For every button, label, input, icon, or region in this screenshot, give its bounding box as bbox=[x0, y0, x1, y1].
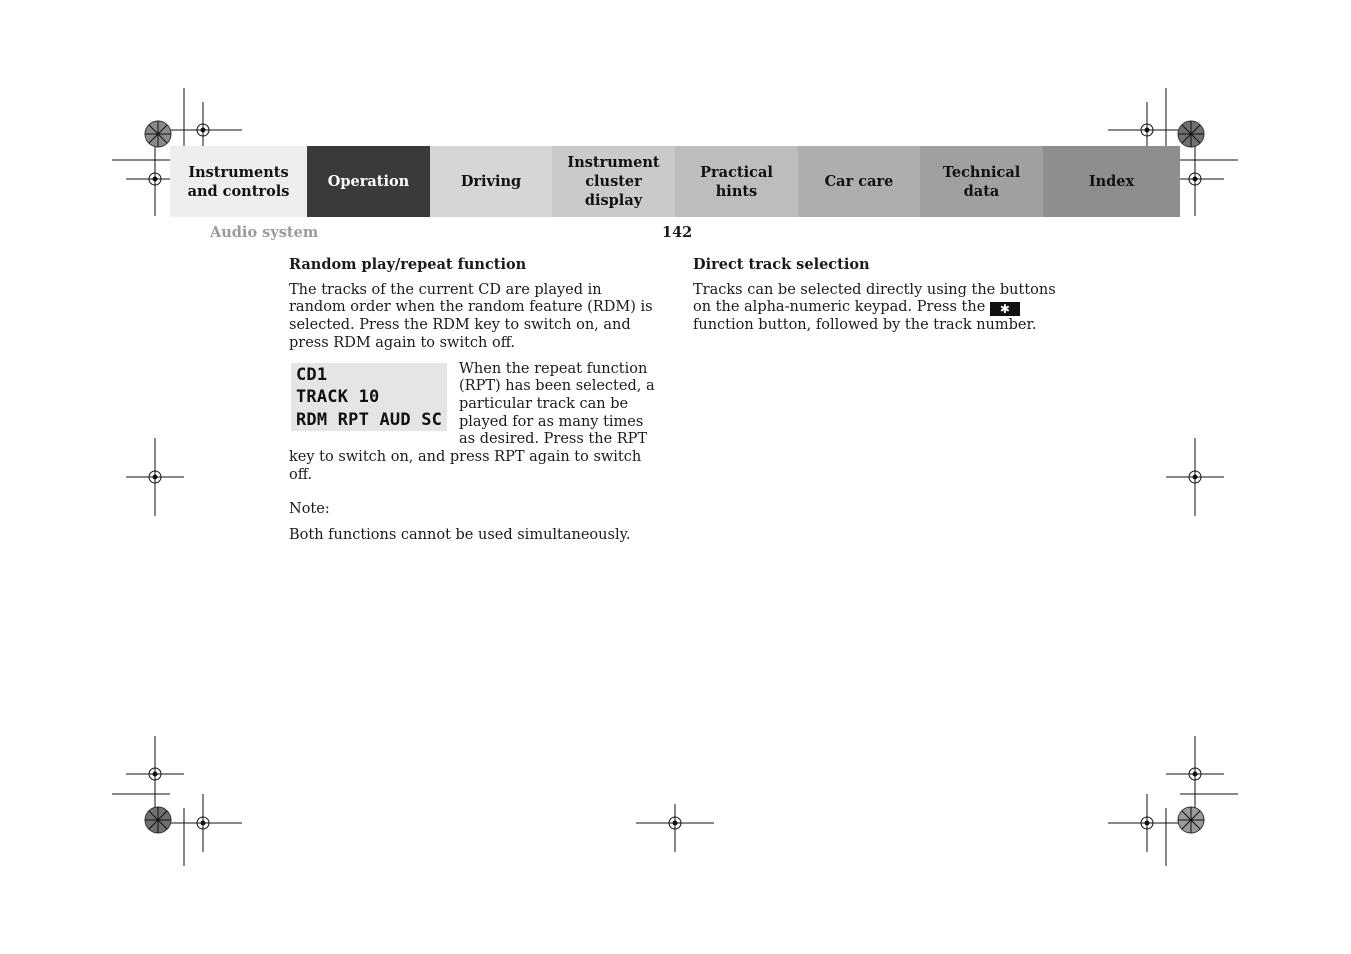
display-line-disc: CD1 bbox=[296, 364, 328, 385]
note-text: Both functions cannot be used simultaneously. bbox=[289, 527, 631, 544]
tab-instruments-and-controls[interactable]: Instruments and controls bbox=[170, 146, 307, 217]
direct-track-text-before: Tracks can be selected directly using the buttons on the alpha-numeric keypad. Press the bbox=[693, 281, 1056, 316]
page-number: 142 bbox=[662, 224, 693, 241]
direct-track-text-after: function button, followed by the track number. bbox=[693, 317, 1037, 334]
random-play-paragraph: The tracks of the current CD are played in random order when the random feature (RDM) is selected. Press the RDM key to switch on, and press RDM again to switch off. bbox=[289, 281, 653, 351]
direct-track-paragraph bbox=[693, 282, 1065, 335]
left-column bbox=[289, 256, 657, 553]
tab-technical-data[interactable]: Technical data bbox=[920, 146, 1043, 217]
display-line-track: TRACK 10 bbox=[296, 387, 380, 408]
right-column bbox=[693, 256, 1065, 343]
tab-index[interactable]: Index bbox=[1043, 146, 1180, 217]
random-repeat-heading: Random play/repeat function bbox=[289, 256, 527, 273]
tab-instrument-cluster-display[interactable]: Instrument cluster display bbox=[552, 146, 675, 217]
tab-driving[interactable]: Driving bbox=[430, 146, 552, 217]
repeat-paragraph: When the repeat function (RPT) has been selected, a particular track can be played for as many times as desired. Press the RPT key to switch on, and press RPT again to switch off. bbox=[289, 360, 655, 483]
tab-practical-hints[interactable]: Practical hints bbox=[675, 146, 798, 217]
star-key-icon: ✱ bbox=[990, 302, 1020, 316]
tab-car-care[interactable]: Car care bbox=[798, 146, 920, 217]
tab-operation[interactable]: Operation bbox=[307, 146, 430, 217]
direct-track-heading: Direct track selection bbox=[693, 256, 870, 273]
audio-display-figure bbox=[291, 363, 447, 431]
chapter-tab-bar bbox=[170, 146, 1180, 217]
section-title: Audio system bbox=[210, 224, 319, 241]
note-label: Note: bbox=[289, 501, 330, 518]
display-line-functions: RDM RPT AUD SC bbox=[296, 409, 443, 430]
